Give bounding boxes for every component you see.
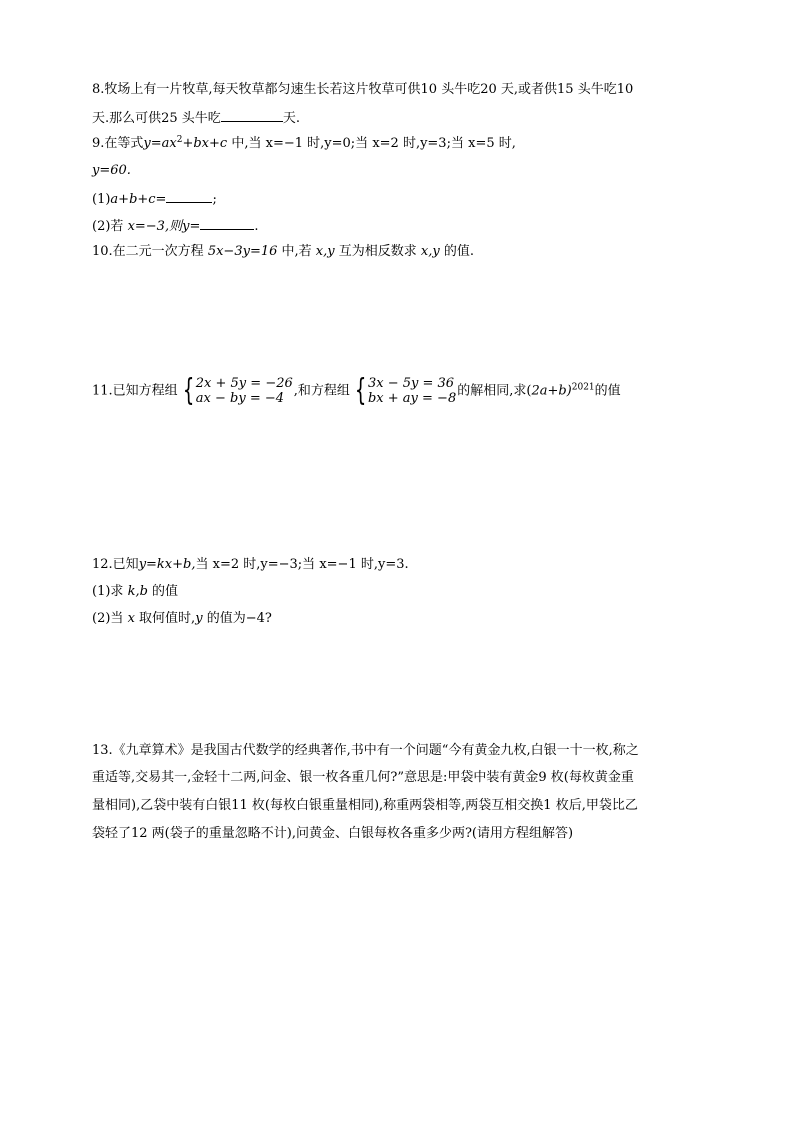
question-12-text-c: x=2 时,y=−3;当 <box>212 557 316 572</box>
question-12-part-2 <box>92 609 272 629</box>
question-12-part-1-label: (1)求 <box>92 584 124 599</box>
question-10-vars-1: x,y <box>315 244 335 259</box>
question-9-part-2-cond: x=−3,则 <box>127 219 183 234</box>
question-9-exponent: 2 <box>176 135 183 145</box>
question-12-text-b: 当 <box>195 557 209 572</box>
equation-system-1 <box>179 374 293 408</box>
question-9-part-2-label: (2)若 <box>92 219 124 234</box>
question-12-part-2-end: 的值为−4? <box>206 611 272 626</box>
question-9-text-d: x=2 时,y=3;当 <box>372 136 464 151</box>
equation-system-2 <box>351 374 456 408</box>
question-8-line-2 <box>92 107 300 129</box>
question-9-text-e: x=5 时, <box>468 136 516 151</box>
system-1-equation-1: 2x + 5y = −26 <box>195 375 293 391</box>
question-10-text-f: 的值. <box>443 244 474 259</box>
question-9-part-1-label: (1) <box>92 192 111 207</box>
question-10-equation: 5x−3y=16 <box>207 244 278 259</box>
left-brace-icon: { <box>182 372 194 408</box>
question-8-line-1: 8.牧场上有一片牧草,每天牧草都匀速生长若这片牧草可供10 头牛吃20 天,或者供15 头牛吃10 <box>92 82 634 97</box>
question-9-part-2-end: . <box>254 219 259 234</box>
question-13-line-1: 13.《九章算术》是我国古代数学的经典著作,书中有一个问题“今有黄金九枚,白银一十一枚,称之 <box>92 743 639 758</box>
question-11-middle: ,和方程组 <box>293 383 350 399</box>
question-10-text-b: 中,若 <box>281 244 312 259</box>
question-12-part-2-var-y: y <box>195 611 203 626</box>
question-9-part-1-blank[interactable] <box>166 188 212 203</box>
question-8-text-a: 天.那么可供25 头牛吃 <box>92 111 221 126</box>
question-11-exponent: 2021 <box>571 382 595 393</box>
question-9-equation: y=ax <box>143 136 177 151</box>
question-8-answer-blank[interactable] <box>221 107 283 122</box>
question-13-line-4: 袋轻了12 两(袋子的重量忽略不计),问黄金、白银每枚各重多少两?(请用方程组解答) <box>92 826 574 841</box>
system-2-equation-1: 3x − 5y = 36 <box>367 375 455 391</box>
question-9-part-2-expr: y= <box>182 219 201 234</box>
question-11 <box>92 374 621 409</box>
system-2-equation-2: bx + ay = −8 <box>367 390 457 406</box>
question-12-part-1-vars: k,b <box>127 584 148 599</box>
question-12-text-d: x=−1 时,y=3. <box>319 557 409 572</box>
question-9-line-2: y=60. <box>92 163 131 178</box>
question-9-part-1-expr: a+b+c= <box>110 192 167 207</box>
question-9-text-b: 中,当 <box>231 136 262 151</box>
question-9-equation-rest: +bx+c <box>182 136 228 151</box>
question-12-equation: y=kx+b, <box>138 557 196 572</box>
system-1-equation-2: ax − by = −4 <box>195 390 285 406</box>
question-9-part-2-blank[interactable] <box>200 215 254 230</box>
question-9-part-2 <box>92 215 258 237</box>
question-11-prefix: 11.已知方程组 <box>92 383 178 399</box>
question-13-line-3: 量相同),乙袋中装有白银11 枚(每枚白银重量相同),称重两袋相等,两袋互相交换1 枚后,甲袋比乙 <box>92 798 638 813</box>
left-brace-icon: { <box>354 372 367 408</box>
question-12-part-2-var-x: x <box>127 611 135 626</box>
question-13-line-2: 重适等,交易其一,金轻十二两,问金、银一枚各重几何?”意思是:甲袋中装有黄金9 枚(每枚黄金重 <box>92 770 634 785</box>
question-12-part-1 <box>92 582 178 602</box>
question-12-part-1-end: 的值 <box>152 584 179 599</box>
question-10 <box>92 242 474 262</box>
question-9-text-a: 9.在等式 <box>92 136 144 151</box>
question-9-part-1-end: ; <box>212 192 217 207</box>
question-9-text-c: x=−1 时,y=0;当 <box>265 136 369 151</box>
question-10-vars-2: x,y <box>420 244 440 259</box>
question-12-line-1 <box>92 555 409 575</box>
question-10-text-a: 10.在二元一次方程 <box>92 244 204 259</box>
question-12-text-a: 12.已知 <box>92 557 139 572</box>
question-12-part-2-label: (2)当 <box>92 611 124 626</box>
question-12-part-2-text: 取何值时, <box>139 611 196 626</box>
question-9-part-1 <box>92 188 217 210</box>
question-11-expression: 2a+b) <box>531 383 572 399</box>
question-10-text-d: 互为相反数求 <box>338 244 417 259</box>
question-11-suffix-b: 的值 <box>594 383 621 399</box>
question-11-suffix-a: 的解相同,求( <box>457 383 532 399</box>
question-8-text-b: 天. <box>282 111 300 126</box>
question-9-line-1 <box>92 134 516 154</box>
